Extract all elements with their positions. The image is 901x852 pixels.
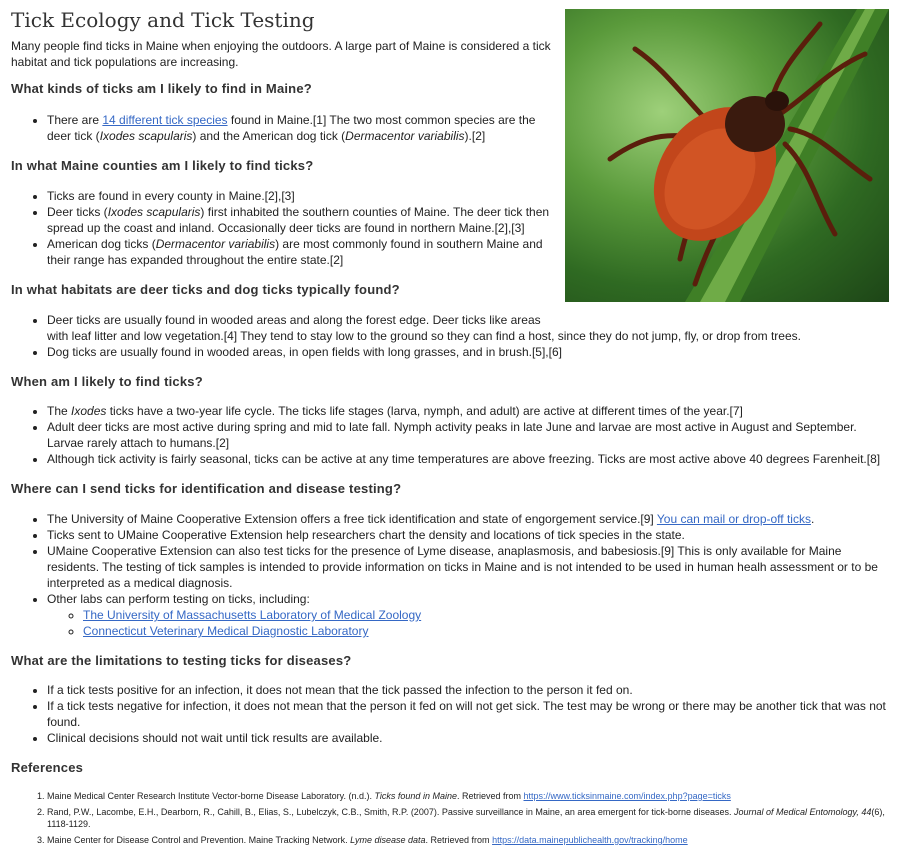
list-item: • There are 14 different tick species found in Maine.[1] The two most common species are the deer tick (Ixodes scapularis) and the American dog tick (Dermacentor variabilis).[2] bbox=[47, 112, 557, 144]
list-item: • UMaine Cooperative Extension can also test ticks for the presence of Lyme disease, anaplasmosis, and babesiosis.[9] This is only available for Maine residents. The testing of tick samples is intended to provide information on ticks in Maine and is not intended to be used in human healh assessment or to be interpreted as a medical diagnosis. bbox=[47, 543, 890, 591]
list-item: • The University of Maine Cooperative Extension offers a free tick identification and state of engorgement service.[9] You can mail or drop-off ticks. bbox=[47, 511, 890, 527]
limitations-list bbox=[11, 682, 890, 746]
reference-link[interactable]: https://data.mainepublichealth.gov/tracking/home bbox=[492, 835, 688, 845]
umass-lab-link[interactable]: The University of Massachusetts Laboratory of Medical Zoology bbox=[83, 608, 422, 622]
tick-photo bbox=[565, 9, 889, 302]
mail-drop-off-link[interactable]: You can mail or drop-off ticks bbox=[656, 512, 811, 526]
reference-item: 3. Maine Center for Disease Control and Prevention. Maine Tracking Network. Lyme disease data. Retrieved from https://data.mainepublichealth.gov/tracking/home bbox=[47, 834, 890, 846]
list-item bbox=[83, 623, 890, 639]
list-item: • The Ixodes ticks have a two-year life cycle. The ticks life stages (larva, nymph, and adult) are active at different times of the year.[7] bbox=[47, 403, 890, 419]
section-heading: In what habitats are deer ticks and dog ticks typically found? bbox=[11, 282, 400, 297]
section-heading: In what Maine counties am I likely to find ticks? bbox=[11, 158, 314, 173]
section-heading: When am I likely to find ticks? bbox=[11, 374, 203, 389]
references-heading: References bbox=[11, 760, 84, 775]
section-when bbox=[11, 374, 890, 467]
list-item: • Ticks sent to UMaine Cooperative Extension help researchers chart the density and locations of tick species in the state. bbox=[47, 527, 890, 543]
list-item: • Deer ticks (Ixodes scapularis) first inhabited the southern counties of Maine. The deer tick then spread up the coast and inland. Occasionally deer ticks are found in northern Maine.[2],[3] bbox=[47, 204, 557, 236]
when-list bbox=[11, 403, 890, 467]
list-item: • Dog ticks are usually found in wooded areas, in open fields with long grasses, and in brush.[5],[6] bbox=[47, 344, 890, 360]
list-item: • Clinical decisions should not wait until tick results are available. bbox=[47, 730, 890, 746]
list-item: • If a tick tests positive for an infection, it does not mean that the tick passed the infection to the person it fed on. bbox=[47, 682, 890, 698]
kinds-list bbox=[11, 112, 557, 144]
list-item: • Deer ticks are usually found in wooded areas and along the forest edge. Deer ticks like areas with leaf litter and low vegetation.[4] They tend to stay low to the ground so they can find a host, since they do not jump, fly, or drop from trees. bbox=[47, 312, 890, 344]
list-item: • If a tick tests negative for infection, it does not mean that the person it fed on will not get sick. The test may be wrong or there may be another tick that was not found. bbox=[47, 698, 890, 730]
intro-paragraph: Many people find ticks in Maine when enjoying the outdoors. A large part of Maine is considered a tick habitat and tick populations are increasing. bbox=[11, 39, 551, 69]
tick-illustration bbox=[565, 9, 889, 302]
list-item: • Although tick activity is fairly seasonal, ticks can be active at any time temperatures are above freezing. Ticks are most active above 40 degrees Farenheit.[8] bbox=[47, 451, 890, 467]
page-title: Tick Ecology and Tick Testing bbox=[11, 8, 315, 32]
habitats-list bbox=[11, 312, 890, 360]
reference-item: 1. Maine Medical Center Research Institute Vector-borne Disease Laboratory. (n.d.). Ticks found in Maine. Retrieved from https://www.ticksinmaine.com/index.php?page=ticks bbox=[47, 790, 890, 802]
reference-link[interactable]: https://www.ticksinmaine.com/index.php?page=ticks bbox=[523, 791, 731, 801]
list-item: • American dog ticks (Dermacentor variabilis) are most commonly found in southern Maine and their range has expanded throughout the entire state.[2] bbox=[47, 236, 557, 268]
tick-species-link[interactable]: 14 different tick species bbox=[102, 113, 228, 127]
testing-list bbox=[11, 511, 890, 639]
list-item: • Other labs can perform testing on ticks, including: ◦ The University of Massachusetts Laboratory of Medical Zoology ◦ Connecticut Veterinary Medical Diagnostic Laboratory bbox=[47, 591, 890, 639]
section-references bbox=[11, 760, 890, 846]
labs-sublist bbox=[47, 607, 890, 639]
section-heading: What kinds of ticks am I likely to find in Maine? bbox=[11, 81, 312, 96]
reference-item: 2. Rand, P.W., Lacombe, E.H., Dearborn, R., Cahill, B., Elias, S., Lubelczyk, C.B., Smith, R.P. (2007). Passive surveillance in Maine, an area emergent for tick-borne diseases. Journal of Medical Entomology, 44(6), 1118-1129. bbox=[47, 806, 890, 830]
ct-vet-lab-link[interactable]: Connecticut Veterinary Medical Diagnostic Laboratory bbox=[83, 624, 369, 638]
section-heading: What are the limitations to testing ticks for diseases? bbox=[11, 653, 352, 668]
section-heading: Where can I send ticks for identification and disease testing? bbox=[11, 481, 402, 496]
counties-list bbox=[11, 188, 557, 268]
list-item bbox=[83, 607, 890, 623]
section-limitations bbox=[11, 653, 890, 746]
list-item: • Ticks are found in every county in Maine.[2],[3] bbox=[47, 188, 557, 204]
list-item: • Adult deer ticks are most active during spring and mid to late fall. Nymph activity peaks in late June and larvae are most active in August and September. Larvae rarely attach to humans.[2] bbox=[47, 419, 890, 451]
references-list bbox=[11, 790, 890, 846]
section-testing bbox=[11, 481, 890, 639]
